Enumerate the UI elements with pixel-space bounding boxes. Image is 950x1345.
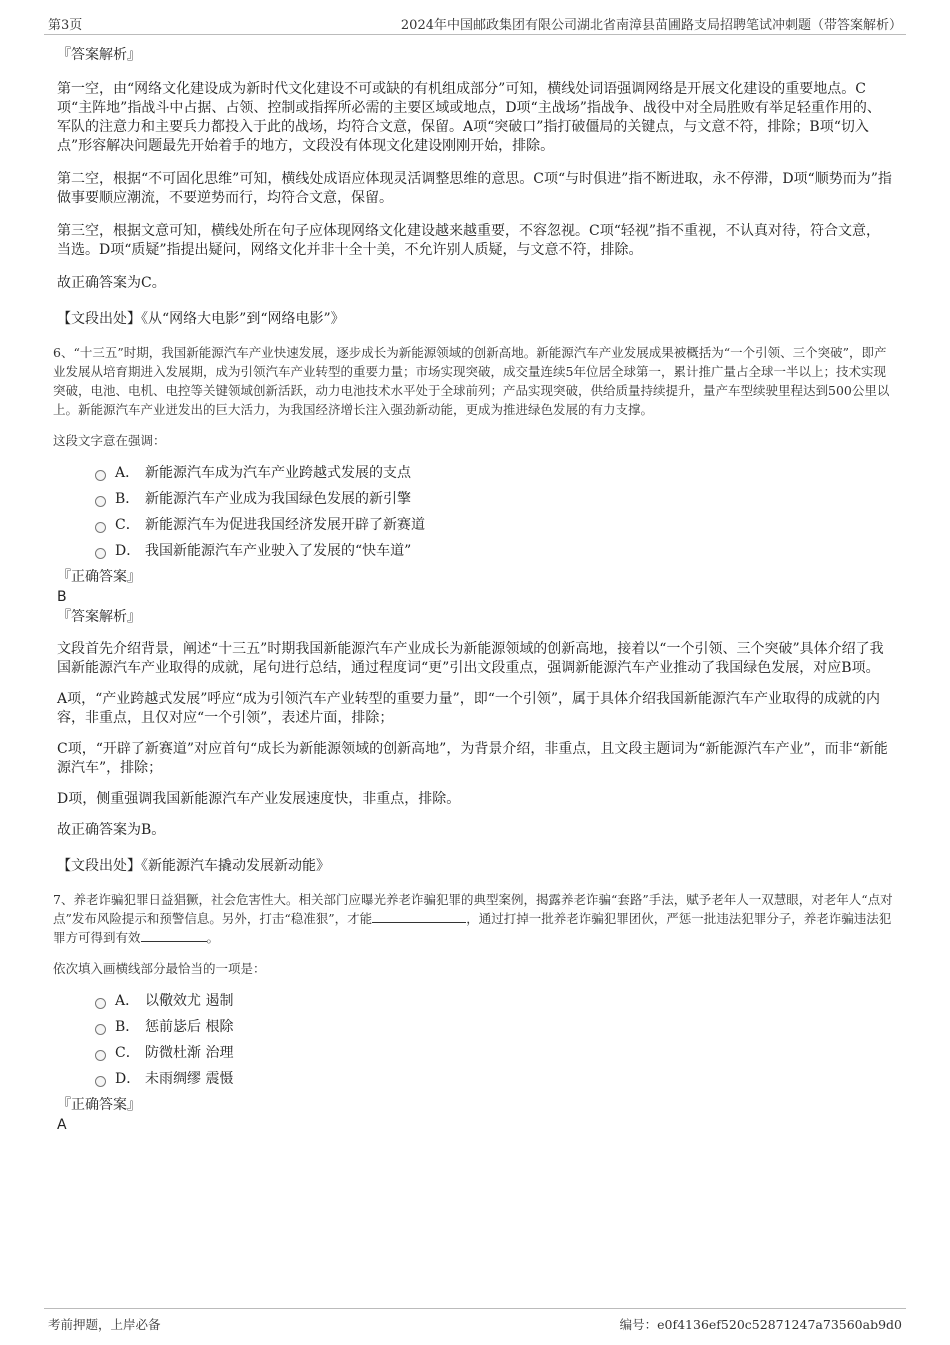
q6-analysis-para-4: D项，侧重强调我国新能源汽车产业发展速度快，非重点，排除。 [57,791,461,807]
radio-icon[interactable] [95,470,106,481]
option-text: 以儆效尤 遏制 [145,993,234,1009]
option-text: 我国新能源汽车产业驶入了发展的“快车道” [145,543,412,559]
q6-option-d[interactable] [95,538,893,564]
q6-analysis-label: 『答案解析』 [57,609,141,625]
option-letter: C． [115,1045,140,1061]
radio-icon[interactable] [95,998,106,1009]
q5-analysis-para-3: 第三空，根据文意可知，横线处所在句子应体现网络文化建设越来越重要，不容忽视。C项“轻视”指不重视，不认真对待，符合文意，当选。D项“质疑”指提出疑问，网络文化并非十全十美，不允许别人质疑，与文意不符，排除。 [57,223,881,258]
q6-analysis-para-2: A项，“产业跨越式发展”呼应“成为引领汽车产业转型的重要力量”，即“一个引领”，属于具体介绍我国新能源汽车产业取得的成就的内容，非重点，且仅对应“一个引领”，表述片面，排除； [57,691,881,726]
q7-option-c[interactable] [95,1040,893,1066]
document-title: 2024年中国邮政集团有限公司湖北省南漳县苗圃路支局招聘笔试冲刺题（带答案解析） [400,18,902,33]
q7-option-a[interactable] [95,988,893,1014]
q7-prompt: 依次填入画横线部分最恰当的一项是： [53,961,266,976]
q6-prompt: 这段文字意在强调： [53,433,166,448]
q7-stem-part-3: 。 [206,930,220,945]
q7-blank-2 [141,928,207,942]
option-letter: A． [115,465,140,481]
q5-analysis-para-2: 第二空，根据“不可固化思维”可知，横线处成语应体现灵活调整思维的意思。C项“与时俱进”指不断进取，永不停滞，D项“顺势而为”指做事要顺应潮流，不要逆势而行，均符合文意，保留。 [57,171,892,206]
q6-option-a[interactable] [95,460,893,486]
q6-options [95,460,893,564]
q5-answer-conclusion: 故正确答案为C。 [57,275,166,291]
q7-stem [53,890,893,947]
radio-icon[interactable] [95,522,106,533]
page-number: 第3页 [48,18,83,33]
option-text: 新能源汽车为促进我国经济发展开辟了新赛道 [145,517,425,533]
option-text: 未雨绸缪 震慑 [145,1071,234,1087]
radio-icon[interactable] [95,496,106,507]
option-text: 新能源汽车成为汽车产业跨越式发展的支点 [145,465,411,481]
q7-options [95,988,893,1092]
page-content [53,44,893,1134]
radio-icon[interactable] [95,548,106,559]
option-letter: C． [115,517,140,533]
page-header [44,12,906,35]
option-text: 新能源汽车产业成为我国绿色发展的新引擎 [145,491,411,507]
q6-answer-label: 『正确答案』 [57,569,141,585]
footer-slogan: 考前押题，上岸必备 [48,1317,161,1332]
page-footer [44,1308,906,1335]
q6-answer-conclusion: 故正确答案为B。 [57,822,166,838]
option-letter: B． [115,491,140,507]
q7-stem-part-2: ，通过打掉一批养老诈骗犯罪团伙，严惩一批违法犯罪分子，养老诈骗违法犯罪方可得到有效 [53,911,892,945]
option-text: 惩前毖后 根除 [145,1019,234,1035]
option-letter: D． [115,543,141,559]
option-letter: D． [115,1071,141,1087]
radio-icon[interactable] [95,1024,106,1035]
q7-stem-part-1: 7、养老诈骗犯罪日益猖獗，社会危害性大。相关部门应曝光养老诈骗犯罪的典型案例，揭露养老诈骗“套路”手法，赋予老年人一双慧眼，对老年人“点对点”发布风险提示和预警信息。另外，打击“稳准狠”，才能 [53,892,893,926]
q7-option-d[interactable] [95,1066,893,1092]
q6-option-c[interactable] [95,512,893,538]
q7-answer: A [57,1117,67,1133]
radio-icon[interactable] [95,1050,106,1061]
q6-source: 【文段出处】《新能源汽车撬动发展新动能》 [57,858,330,874]
q6-stem: 6、“十三五”时期，我国新能源汽车产业快速发展，逐步成长为新能源领域的创新高地。新能源汽车产业发展成果被概括为“一个引领、三个突破”，即产业发展从培育期进入发展期，成为引领汽车产业转型的重要力量；市场实现突破，成交量连续5年位居全球第一，累计推广量占全球一半以上；技术实现突破，电池、电机、电控等关键领域创新活跃，动力电池技术水平处于全球前列；产品实现突破，供给质量持续提升，量产车型续驶里程达到500公里以上。新能源汽车产业迸发出的巨大活力，为我国经济增长注入强劲新动能，更成为推进绿色发展的有力支撑。 [53,345,890,417]
option-text: 防微杜渐 治理 [145,1045,234,1061]
q6-option-b[interactable] [95,486,893,512]
q6-analysis-para-1: 文段首先介绍背景，阐述“十三五”时期我国新能源汽车产业成长为新能源领域的创新高地，接着以“一个引领、三个突破”具体介绍了我国新能源汽车产业取得的成就，尾句进行总结，通过程度词“更”引出文段重点，强调新能源汽车产业推动了我国绿色发展，对应B项。 [57,641,884,676]
document-id: 编号：e0f4136ef520c52871247a73560ab9d0 [619,1317,902,1332]
option-letter: A． [115,993,140,1009]
q6-analysis-para-3: C项，“开辟了新赛道”对应首句“成长为新能源领域的创新高地”，为背景介绍，非重点，且文段主题词为“新能源汽车产业”，而非“新能源汽车”，排除； [57,741,888,776]
radio-icon[interactable] [95,1076,106,1087]
q5-analysis-para-1: 第一空，由“网络文化建设成为新时代文化建设不可或缺的有机组成部分”可知，横线处词语强调网络是开展文化建设的重要地点。C项“主阵地”指战斗中占据、占领、控制或指挥所必需的主要区域或地点，D项“主战场”指战争、战役中对全局胜败有举足轻重作用的、军队的注意力和主要兵力都投入于此的战场，均符合文意，保留。A项“突破口”指打破僵局的关键点，与文意不符，排除；B项“切入点”形容解决问题最先开始着手的地方，文段没有体现文化建设刚刚开始，排除。 [57,81,881,154]
q5-analysis-label: 『答案解析』 [57,47,141,63]
q5-source: 【文段出处】《从“网络大电影”到“网络电影”》 [57,311,345,327]
option-letter: B． [115,1019,140,1035]
q6-answer: B [57,589,67,605]
q7-blank-1 [372,909,466,923]
q7-option-b[interactable] [95,1014,893,1040]
q7-answer-label: 『正确答案』 [57,1097,141,1113]
